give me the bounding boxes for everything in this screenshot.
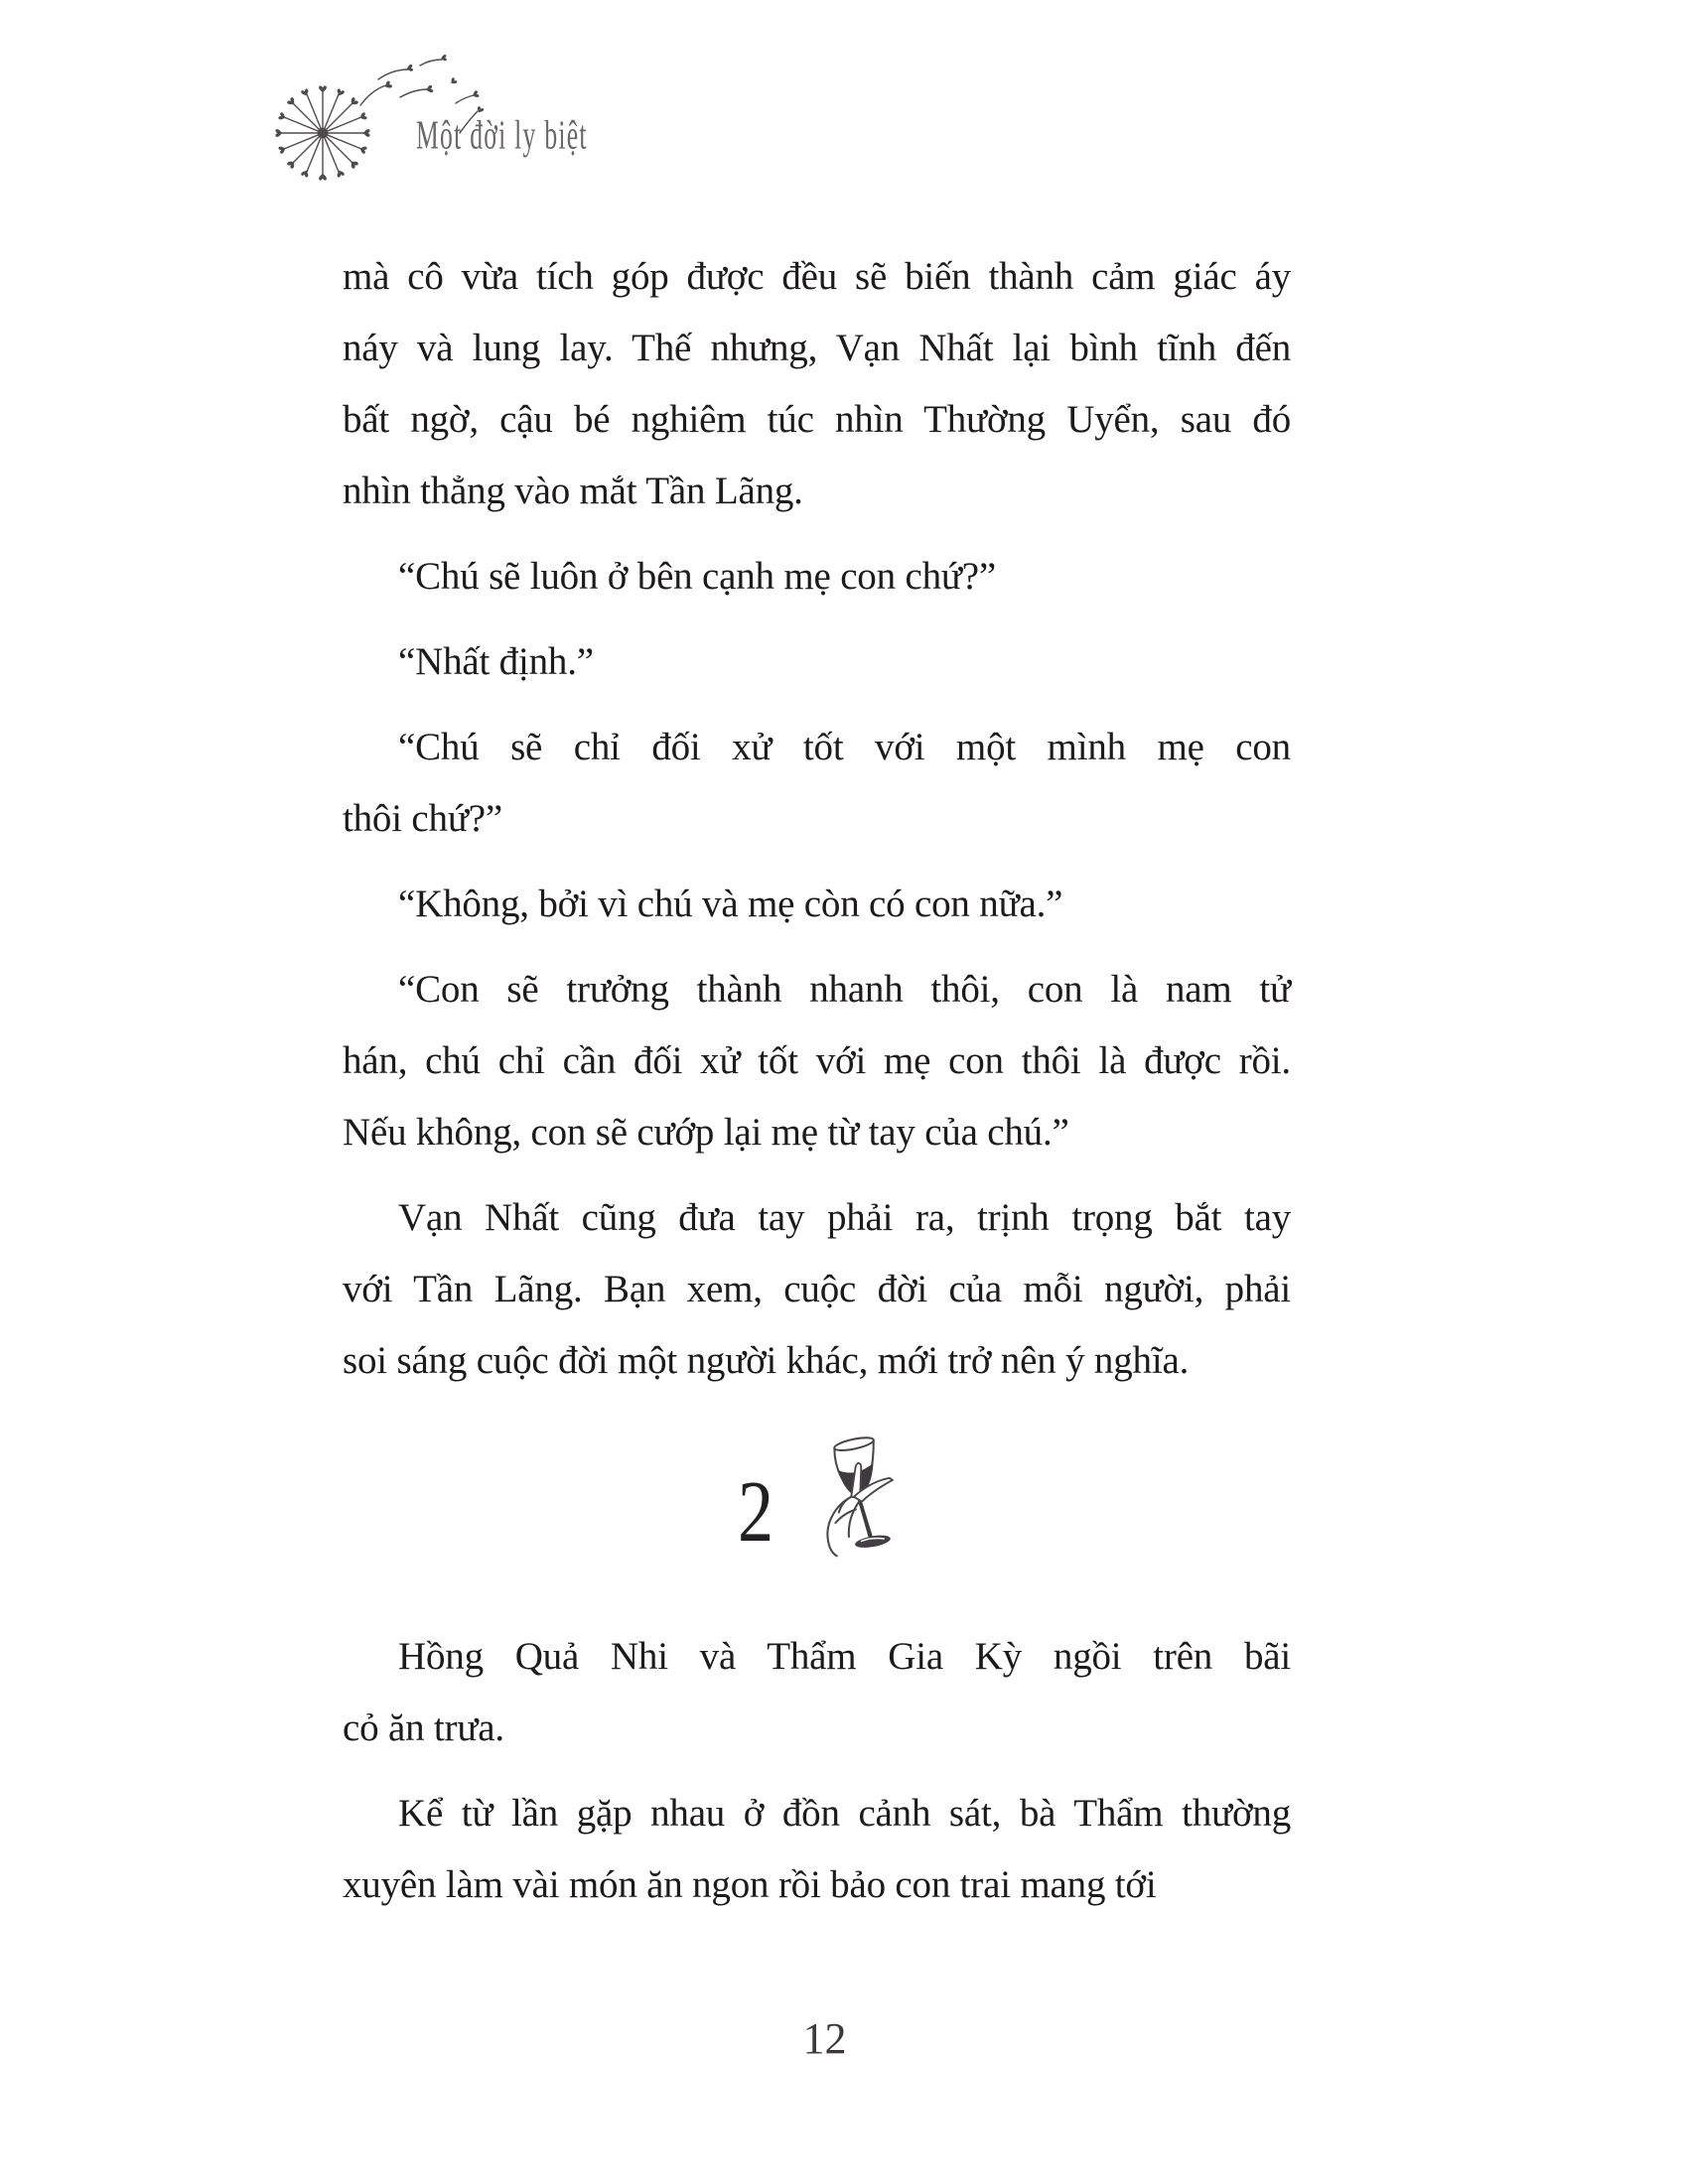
text-line: “Con sẽ trưởng thành nhanh thôi, con là nam tử	[398, 968, 1291, 1011]
text-line: Nếu không, con sẽ cướp lại mẹ từ tay của chú.”	[343, 1111, 1069, 1154]
paragraph	[343, 241, 1291, 527]
text-line: náy và lung lay. Thế nhưng, Vạn Nhất lại bình tĩnh đến	[343, 327, 1291, 369]
paragraph	[343, 869, 1291, 940]
page-number: 12	[802, 2014, 847, 2063]
running-head-title: Một đời ly biệt	[416, 112, 588, 158]
text-line: Kể từ lần gặp nhau ở đồn cảnh sát, bà Thẩm thường	[398, 1792, 1291, 1835]
text-line: nhìn thẳng vào mắt Tần Lãng.	[343, 470, 803, 512]
paragraph	[343, 1182, 1291, 1397]
text-line: mà cô vừa tích góp được đều sẽ biến thành cảm giác áy	[343, 255, 1291, 298]
section-break	[343, 1411, 1291, 1560]
paragraph	[343, 712, 1291, 855]
paragraph	[343, 1778, 1291, 1921]
body-text	[343, 241, 1291, 1935]
text-line: bất ngờ, cậu bé nghiêm túc nhìn Thường Uyển, sau đó	[343, 398, 1291, 441]
text-line: cỏ ăn trưa.	[343, 1706, 504, 1749]
text-line: “Nhất định.”	[398, 640, 594, 683]
text-line: “Chú sẽ chỉ đối xử tốt với một mình mẹ con	[398, 726, 1291, 768]
section-number: 2	[737, 1463, 774, 1561]
text-line: xuyên làm vài món ăn ngon rồi bảo con trai mang tới	[343, 1863, 1157, 1906]
text-line: thôi chứ?”	[343, 797, 502, 840]
text-line: Vạn Nhất cũng đưa tay phải ra, trịnh trọng bắt tay	[398, 1196, 1291, 1239]
paragraph	[343, 626, 1291, 698]
text-block-after-break	[343, 1621, 1291, 1921]
text-line: “Không, bởi vì chú và mẹ còn có con nữa.”	[398, 883, 1063, 925]
text-block-before-break	[343, 241, 1291, 1397]
paragraph	[343, 1621, 1291, 1764]
text-line: “Chú sẽ luôn ở bên cạnh mẹ con chứ?”	[398, 555, 997, 598]
text-line: với Tần Lãng. Bạn xem, cuộc đời của mỗi người, phải	[343, 1268, 1291, 1310]
paragraph	[343, 541, 1291, 613]
text-line: hán, chú chỉ cần đối xử tốt với mẹ con thôi là được rồi.	[343, 1039, 1291, 1082]
wine-glass-hand-icon	[798, 1411, 900, 1560]
text-line: Hồng Quả Nhi và Thẩm Gia Kỳ ngồi trên bãi	[398, 1635, 1291, 1678]
paragraph	[343, 954, 1291, 1168]
text-line: soi sáng cuộc đời một người khác, mới trở nên ý nghĩa.	[343, 1339, 1190, 1382]
